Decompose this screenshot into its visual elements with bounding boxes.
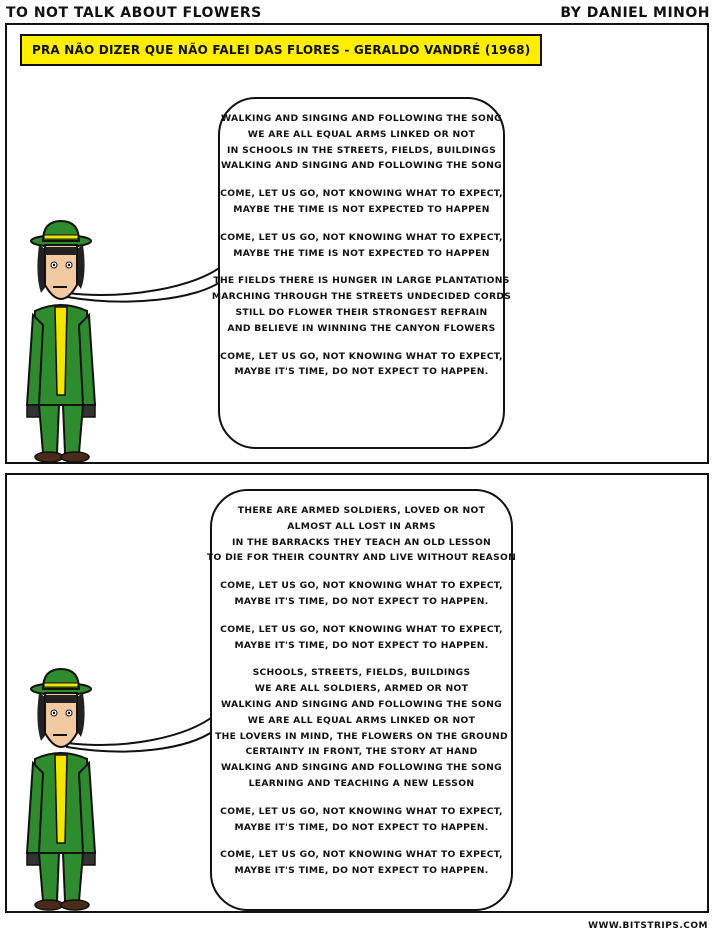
lyric-stanza	[212, 273, 511, 336]
lyric-line: IN THE BARRACKS THEY TEACH AN OLD LESSON	[231, 536, 492, 548]
lyric-line: MARCHING THROUGH THE STREETS UNDECIDED CORDS	[211, 291, 512, 303]
lyric-stanza	[212, 230, 511, 262]
character-avatar	[21, 663, 101, 911]
comic-author: BY DANIEL MINOH	[560, 5, 710, 21]
lyric-line: IN SCHOOLS IN THE STREETS, FIELDS, BUILDINGS	[226, 144, 497, 156]
lyric-line: WALKING AND SINGING AND FOLLOWING THE SONG	[221, 698, 502, 710]
lyric-line: WE ARE ALL SOLDIERS, ARMED OR NOT	[254, 683, 469, 695]
lyric-line: AND BELIEVE IN WINNING THE CANYON FLOWERS	[227, 322, 496, 334]
lyrics-block	[207, 503, 516, 891]
lyric-line: WE ARE ALL EQUAL ARMS LINKED OR NOT	[247, 128, 476, 140]
lyric-line: COME, LET US GO, NOT KNOWING WHAT TO EXPECT,	[220, 805, 503, 817]
lyric-stanza	[207, 503, 516, 566]
lyric-line: THERE ARE ARMED SOLDIERS, LOVED OR NOT	[237, 505, 486, 516]
lyric-line: LEARNING AND TEACHING A NEW LESSON	[248, 777, 475, 789]
lyric-line: WE ARE ALL EQUAL ARMS LINKED OR NOT	[247, 714, 476, 726]
lyric-line: WALKING AND SINGING AND FOLLOWING THE SONG	[221, 762, 502, 774]
lyric-line: THE FIELDS THERE IS HUNGER IN LARGE PLANTATIONS	[213, 275, 510, 287]
footer-credit: WWW.BITSTRIPS.COM	[588, 921, 708, 931]
lyric-line: COME, LET US GO, NOT KNOWING WHAT TO EXPECT,	[220, 231, 503, 243]
lyric-line: MAYBE THE TIME IS NOT EXPECTED TO HAPPEN	[233, 203, 490, 215]
lyric-stanza	[207, 847, 516, 879]
lyric-stanza	[207, 665, 516, 791]
speech-bubble-2	[206, 489, 517, 911]
character-avatar	[21, 215, 101, 463]
lyric-stanza	[212, 186, 511, 218]
lyric-line: WALKING AND SINGING AND FOLLOWING THE SONG	[221, 160, 502, 172]
lyric-line: STILL DO FLOWER THEIR STRONGEST REFRAIN	[235, 306, 488, 318]
lyric-line: MAYBE IT'S TIME, DO NOT EXPECT TO HAPPEN.	[234, 366, 489, 378]
comic-panel-1	[5, 23, 709, 464]
lyric-line: WALKING AND SINGING AND FOLLOWING THE SONG	[221, 113, 502, 124]
lyric-stanza	[207, 578, 516, 610]
lyric-line: COME, LET US GO, NOT KNOWING WHAT TO EXPECT,	[220, 188, 503, 200]
lyric-line: COME, LET US GO, NOT KNOWING WHAT TO EXPECT,	[220, 580, 503, 592]
lyric-line: MAYBE IT'S TIME, DO NOT EXPECT TO HAPPEN.	[234, 865, 489, 877]
lyric-line: MAYBE IT'S TIME, DO NOT EXPECT TO HAPPEN.	[234, 821, 489, 833]
lyric-stanza	[212, 349, 511, 381]
comic-panel-2	[5, 473, 709, 913]
lyric-line: ALMOST ALL LOST IN ARMS	[287, 520, 436, 532]
lyric-line: MAYBE THE TIME IS NOT EXPECTED TO HAPPEN	[233, 247, 490, 259]
lyric-line: TO DIE FOR THEIR COUNTRY AND LIVE WITHOUT REASON	[206, 552, 517, 564]
lyric-line: SCHOOLS, STREETS, FIELDS, BUILDINGS	[252, 667, 471, 679]
lyric-stanza	[207, 622, 516, 654]
lyric-line: COME, LET US GO, NOT KNOWING WHAT TO EXPECT,	[220, 350, 503, 362]
lyrics-block	[212, 111, 511, 392]
lyric-stanza	[207, 804, 516, 836]
lyric-line: THE LOVERS IN MIND, THE FLOWERS ON THE GROUND	[215, 730, 508, 742]
lyric-line: MAYBE IT'S TIME, DO NOT EXPECT TO HAPPEN.	[234, 639, 489, 651]
lyric-line: MAYBE IT'S TIME, DO NOT EXPECT TO HAPPEN.	[234, 595, 489, 607]
lyric-line: COME, LET US GO, NOT KNOWING WHAT TO EXPECT,	[220, 623, 503, 635]
lyric-stanza	[212, 111, 511, 174]
comic-title: TO NOT TALK ABOUT FLOWERS	[6, 5, 262, 21]
song-caption: PRA NÃO DIZER QUE NÃO FALEI DAS FLORES - GERALDO VANDRÉ (1968)	[20, 34, 542, 66]
speech-bubble-1	[211, 97, 512, 449]
lyric-line: CERTAINTY IN FRONT, THE STORY AT HAND	[245, 746, 478, 758]
lyric-line: COME, LET US GO, NOT KNOWING WHAT TO EXPECT,	[220, 849, 503, 861]
